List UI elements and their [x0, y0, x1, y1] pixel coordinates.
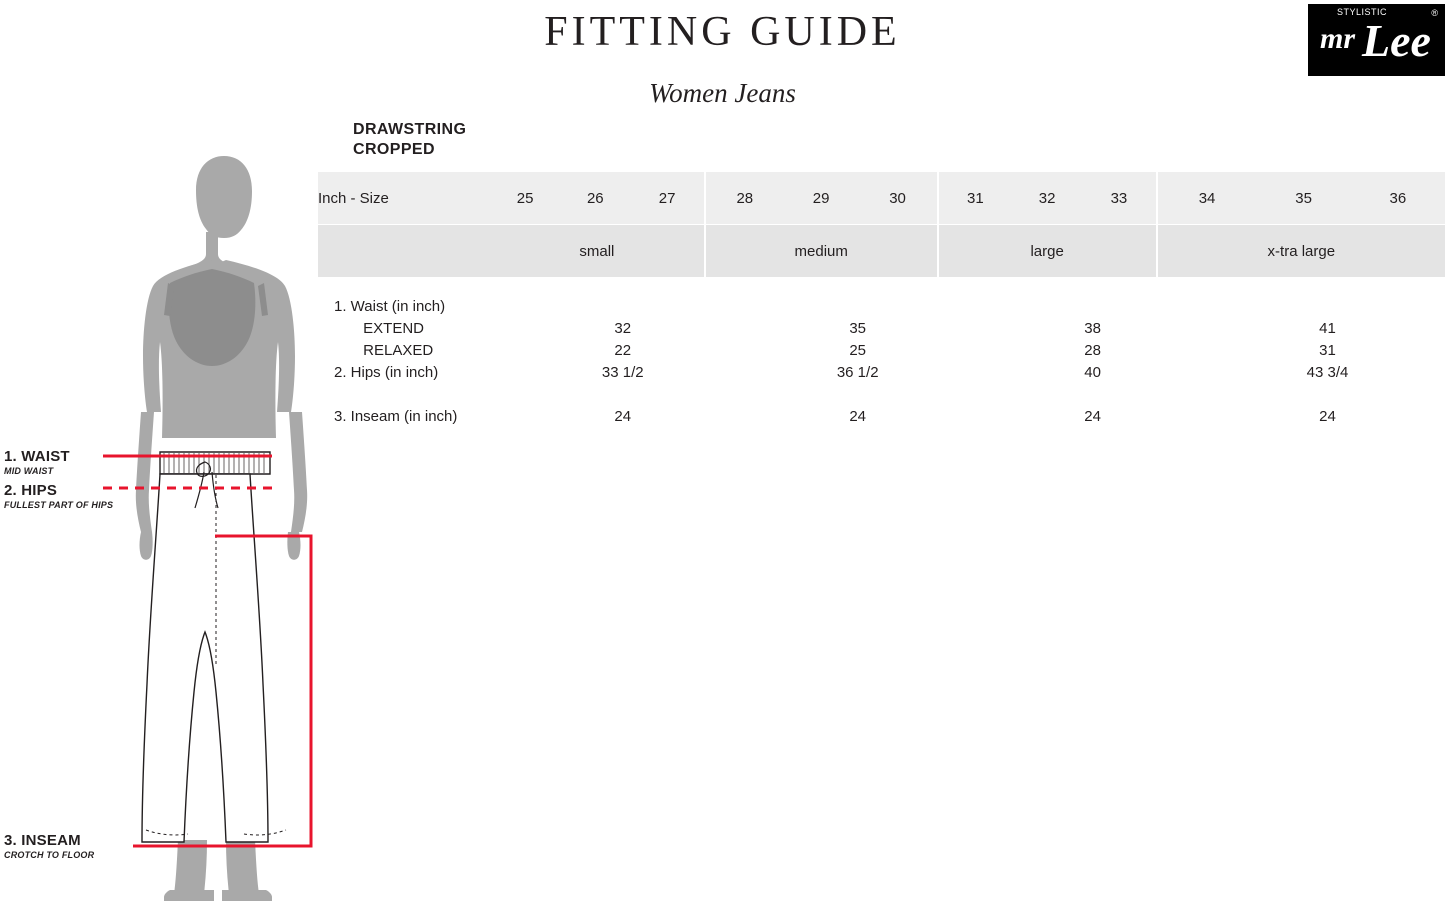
logo-stylistic-text: STYLISTIC — [1337, 7, 1388, 17]
size-cell-31: 31 — [938, 172, 1012, 225]
callout-hips-sub: FULLEST PART OF HIPS — [4, 500, 114, 510]
callout-hips-title: 2. HIPS — [4, 482, 58, 499]
logo-mr-text: mr — [1320, 22, 1356, 55]
logo-lee-text: Lee — [1362, 15, 1431, 66]
size-group-row-label — [318, 225, 490, 278]
measurement-hips-large: 40 — [1084, 364, 1101, 381]
size-cell-27: 27 — [630, 172, 704, 225]
size-row — [318, 172, 1445, 225]
measurement-relaxed-small: 22 — [614, 342, 632, 359]
size-cell-26: 26 — [560, 172, 630, 225]
measurement-inseam-large: 24 — [1084, 408, 1101, 425]
measurement-relaxed-xlarge: 31 — [1319, 342, 1336, 359]
callout-waist — [4, 448, 70, 476]
measurement-extend-xlarge: 41 — [1319, 320, 1336, 337]
size-cell-30: 30 — [858, 172, 937, 225]
brand-logo — [1308, 4, 1445, 76]
callout-inseam-sub: CROTCH TO FLOOR — [4, 850, 95, 860]
measurement-extend-large: 38 — [1084, 320, 1101, 337]
size-cell-33: 33 — [1082, 172, 1156, 225]
size-cell-32: 32 — [1012, 172, 1082, 225]
measurement-row-inseam — [318, 408, 1445, 430]
measurement-hips-xlarge: 43 3/4 — [1306, 364, 1349, 381]
measurements-table — [318, 298, 1445, 430]
size-group-small: small — [490, 225, 705, 278]
measurement-row-waist — [318, 298, 1445, 320]
measurement-label-waist: 1. Waist (in inch) — [334, 298, 446, 315]
size-cell-25: 25 — [490, 172, 560, 225]
fit-illustration — [0, 150, 330, 901]
size-cell-35: 35 — [1256, 172, 1350, 225]
size-group-large: large — [938, 225, 1157, 278]
measurement-label-extend: EXTEND — [334, 320, 425, 337]
measurement-extend-medium: 35 — [849, 320, 867, 337]
callout-waist-sub: MID WAIST — [4, 466, 54, 476]
logo-registered-mark: ® — [1431, 8, 1438, 18]
size-cell-29: 29 — [784, 172, 859, 225]
callout-waist-title: 1. WAIST — [4, 448, 70, 465]
style-name — [353, 120, 466, 160]
measurement-row-extend — [318, 320, 1445, 342]
measurement-label-relaxed: RELAXED — [334, 342, 434, 359]
measurement-spacer — [318, 386, 1445, 408]
measurement-relaxed-large: 28 — [1084, 342, 1101, 359]
size-cell-34: 34 — [1157, 172, 1257, 225]
size-group-medium: medium — [705, 225, 938, 278]
measurement-waist-small — [505, 298, 740, 320]
measurement-relaxed-medium: 25 — [849, 342, 867, 359]
pants-illustration — [142, 452, 270, 842]
callout-inseam-title: 3. INSEAM — [4, 832, 81, 849]
size-group-xtra-large: x-tra large — [1157, 225, 1445, 278]
measurement-waist-large — [975, 298, 1210, 320]
measurement-label-inseam: 3. Inseam (in inch) — [334, 408, 458, 425]
page-subtitle: Women Jeans — [649, 78, 796, 108]
callout-hips — [4, 482, 113, 510]
measurement-waist-medium — [740, 298, 975, 320]
style-name-line1: DRAWSTRING — [353, 121, 467, 138]
size-row-label: Inch - Size — [318, 172, 490, 225]
page-title: FITTING GUIDE — [544, 9, 901, 55]
size-table — [318, 172, 1445, 277]
measurement-waist-xlarge — [1210, 298, 1445, 320]
measurement-hips-medium: 36 1/2 — [836, 364, 879, 381]
measurement-inseam-xlarge: 24 — [1319, 408, 1336, 425]
measurement-spacer-cell — [318, 386, 1445, 408]
callout-inseam — [4, 832, 94, 860]
measurement-label-hips: 2. Hips (in inch) — [334, 364, 439, 381]
measurement-extend-small: 32 — [614, 320, 632, 337]
measurement-inseam-medium: 24 — [849, 408, 867, 425]
size-group-row — [318, 225, 1445, 278]
size-cell-28: 28 — [705, 172, 784, 225]
measurement-row-hips — [318, 364, 1445, 386]
measurement-hips-small: 33 1/2 — [601, 364, 644, 381]
measurement-inseam-small: 24 — [614, 408, 632, 425]
style-name-line2: CROPPED — [353, 141, 435, 158]
measurement-row-relaxed — [318, 342, 1445, 364]
size-cell-36: 36 — [1351, 172, 1445, 225]
